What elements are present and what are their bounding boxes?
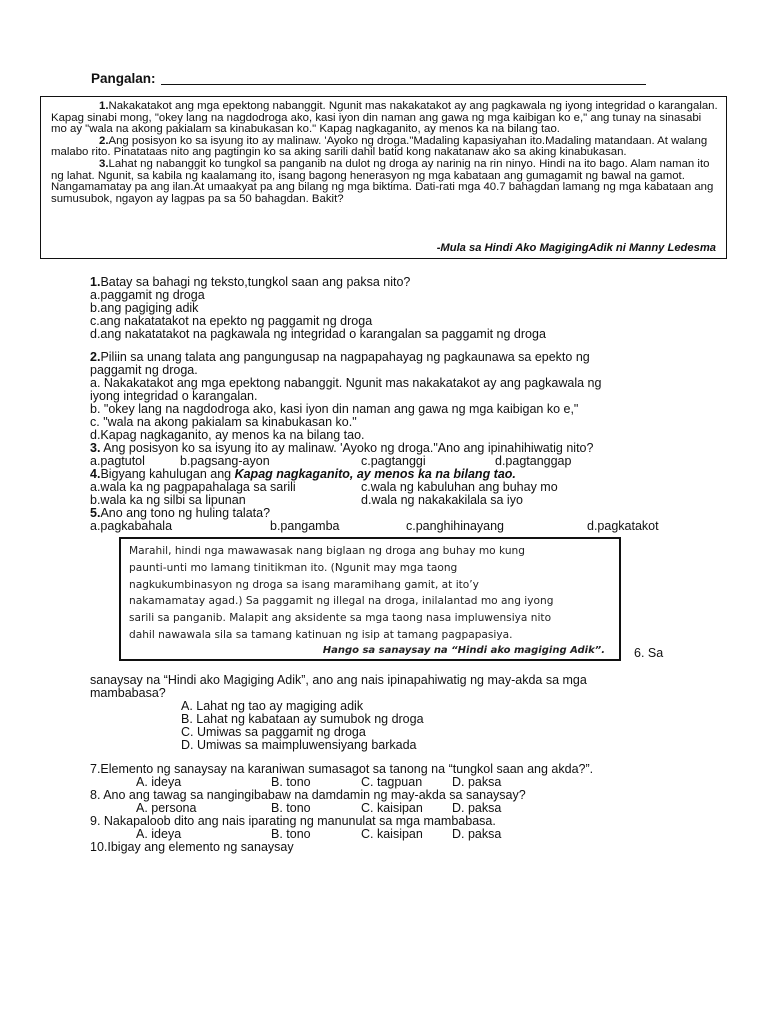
q8-option-a[interactable]: A. persona <box>136 801 197 815</box>
q3-stem-text: Ang posisyon ko sa isyung ito ay malinaw. 'Ayoko ng droga."Ano ang ipinahihiwatig nito? <box>100 441 594 455</box>
q2-stem-text: Piliin sa unang talata ang pangungusap na nagpapahayag ng pagkaunawa sa epekto ng <box>100 350 590 364</box>
q9-stem: 9. Nakapaloob dito ang nais iparating ng manunulat sa mga mambabasa. <box>90 814 496 828</box>
q8-stem: 8. Ano ang tawag sa nangingibabaw na damdamin ng may-akda sa sanaysay? <box>90 788 526 802</box>
q9-option-c[interactable]: C. kaisipan <box>361 827 423 841</box>
q10-stem: 10.Ibigay ang elemento ng sanaysay <box>90 840 294 854</box>
q3-number: 3. <box>90 441 101 455</box>
q7-option-c[interactable]: C. tagpuan <box>361 775 423 789</box>
excerpt-line: nakamamatay agad.) Sa paggamit ng illegal na droga, inilalantad mo ang iyong <box>129 595 554 608</box>
q4-number: 4. <box>90 467 101 481</box>
q5-option-d[interactable]: d.pagkatakot <box>587 519 659 533</box>
q4-stem-emphasis: Kapag nagkaganito, ay menos ka na bilang tao. <box>234 467 516 481</box>
name-blank-line[interactable] <box>161 84 646 85</box>
name-row <box>91 72 646 88</box>
q5-options <box>90 520 700 533</box>
q8-option-b[interactable]: B. tono <box>271 801 311 815</box>
passage-p1-text: Nakakatakot ang mga epektong nabanggit. Ngunit mas nakakatakot ay ang pagkawala ng iyong integridad o karangalan. Kapag sinabi mong, "okey lang na nagdodroga ako, kasi iyon din naman ang gawa ng mga kaibigan ko e," ang tunay na sinasabi mo ay "wala na akong pakialam sa kinabukasan ko." Kapag nagkaganito, ay menos ka na bilang tao. <box>51 100 718 136</box>
q4-option-c[interactable]: c.wala ng kabuluhan ang buhay mo <box>361 480 558 494</box>
q4-option-b[interactable]: b.wala ka ng silbi sa lipunan <box>90 493 246 507</box>
q8-option-c[interactable]: C. kaisipan <box>361 801 423 815</box>
q7-stem: 7.Elemento ng sanaysay na karaniwan sumasagot sa tanong na “tungkol saan ang akda?”. <box>90 762 594 776</box>
q1-stem-text: Batay sa bahagi ng teksto,tungkol saan ang paksa nito? <box>100 275 411 289</box>
passage-source: -Mula sa Hindi Ako MagigingAdik ni Manny Ledesma <box>436 242 716 254</box>
q1-number: 1. <box>90 275 101 289</box>
q1-option-c[interactable]: c.ang nakatatakot na epekto ng paggamit ng droga <box>90 314 373 328</box>
q9-option-d[interactable]: D. paksa <box>452 827 502 841</box>
q6-stem-line2: mambabasa? <box>90 686 166 700</box>
q5-stem-text: Ano ang tono ng huling talata? <box>100 506 271 520</box>
q4-option-a[interactable]: a.wala ka ng pagpapahalaga sa sarili <box>90 480 296 494</box>
q6-option-d[interactable]: D. Umiwas sa maimpluwensiyang barkada <box>181 738 417 752</box>
q2-option-b[interactable]: b. "okey lang na nagdodroga ako, kasi iyon din naman ang gawa ng mga kaibigan ko e," <box>90 402 579 416</box>
q1-option-a[interactable]: a.paggamit ng droga <box>90 288 205 302</box>
passage-paragraph-3 <box>51 159 718 205</box>
q2-option-a-line1[interactable]: a. Nakakatakot ang mga epektong nabanggit. Ngunit mas nakakatakot ay ang pagkawala ng <box>90 376 602 390</box>
excerpt-line: Marahil, hindi nga mawawasak nang biglaan ng droga ang buhay mo kung <box>129 545 525 557</box>
q2-option-d[interactable]: d.Kapag nagkaganito, ay menos ka na bilang tao. <box>90 428 365 442</box>
q5-option-c[interactable]: c.panghihinayang <box>406 519 504 533</box>
q6-number: 6. Sa <box>634 646 664 660</box>
q2-number: 2. <box>90 350 101 364</box>
passage-paragraph-1 <box>51 101 718 136</box>
excerpt-line: dahil nawawala sila sa tamang katinuan ng isip at tamang pagpapasiya. <box>129 628 513 641</box>
q1-option-d[interactable]: d.ang nakatatakot na pagkawala ng integridad o karangalan sa paggamit ng droga <box>90 327 546 341</box>
excerpt-line: nagkukumbinasyon ng droga sa isang maramihang gamit, at ito’y <box>129 578 479 591</box>
excerpt-source: Hango sa sanaysay na “Hindi ako magiging Adik”. <box>322 645 605 656</box>
excerpt-box <box>119 537 621 661</box>
q5-option-a[interactable]: a.pagkabahala <box>90 519 173 533</box>
passage-p1-number: 1. <box>99 100 109 112</box>
passage-box <box>40 96 727 259</box>
q4-option-d[interactable]: d.wala ng nakakakilala sa iyo <box>361 493 523 507</box>
q7-option-b[interactable]: B. tono <box>271 775 311 789</box>
q4-stem-text: Bigyang kahulugan ang <box>100 467 235 481</box>
passage-p3-number: 3. <box>99 157 109 170</box>
q6-stem-line1: sanaysay na “Hindi ako Magiging Adik”, ano ang nais ipinapahiwatig ng may-akda sa mga <box>90 673 587 687</box>
q1-option-b[interactable]: b.ang pagiging adik <box>90 301 199 315</box>
passage-paragraph-2 <box>51 136 718 159</box>
q6-option-c[interactable]: C. Umiwas sa paggamit ng droga <box>181 725 366 739</box>
q2-option-a-line2[interactable]: iyong integridad o karangalan. <box>90 389 258 403</box>
q2-option-c[interactable]: c. "wala na akong pakialam sa kinabukasan ko." <box>90 415 357 429</box>
q3-option-b[interactable]: b.pagsang-ayon <box>180 454 270 468</box>
q7-option-a[interactable]: A. ideya <box>136 775 182 789</box>
q9-option-b[interactable]: B. tono <box>271 827 311 841</box>
passage-p2-text: Ang posisyon ko sa isyung ito ay malinaw. 'Ayoko ng droga."Madaling kapasiyahan ito.Madaling matandaan. At walang malabo rito. Pinatataas nito ang pagtingin ko sa aking sarili dahil batid kong nakatanaw ako sa aking kinabukasan. <box>51 134 708 159</box>
passage-p3-text: Lahat ng nabanggit ko tungkol sa panganib na dulot ng droga ay narinig na rin ninyo. Hindi na ito bago. Alam naman ito ng lahat. Ngunit, sa kabila ng kaalamang ito, isang bagong henerasyon ng mga kabataan ang gumagamit ng bawal na gamot. Nangamamatay pa ang ilan.At umaakyat pa ang bilang ng mga biktima. Dati-rati mga 40.7 bahagdan lamang ng mga kabataan ang sumusubok, ngayon ay lagpas pa sa 50 bahagdan. Bakit? <box>51 157 714 205</box>
q2-stem-line2: paggamit ng droga. <box>90 363 198 377</box>
q5-number: 5. <box>90 506 101 520</box>
q3-option-c[interactable]: c.pagtanggi <box>361 454 426 468</box>
q3-option-a[interactable]: a.pagtutol <box>90 454 145 468</box>
q8-option-d[interactable]: D. paksa <box>452 801 502 815</box>
q9-option-a[interactable]: A. ideya <box>136 827 182 841</box>
q3-option-d[interactable]: d.pagtanggap <box>495 454 572 468</box>
excerpt-line: paunti-unti mo lamang tinitikman ito. (Ngunit may mga taong <box>129 561 458 574</box>
passage-p2-number: 2. <box>99 134 109 147</box>
q7-option-d[interactable]: D. paksa <box>452 775 502 789</box>
q5-option-b[interactable]: b.pangamba <box>270 519 340 533</box>
name-label: Pangalan: <box>91 71 156 86</box>
excerpt-line: sarili sa panganib. Malapit ang aksidente sa mga taong nasa impluwensiya nito <box>129 612 552 625</box>
q6-option-a[interactable]: A. Lahat ng tao ay magiging adik <box>181 699 364 713</box>
q6-option-b[interactable]: B. Lahat ng kabataan ay sumubok ng droga <box>181 712 424 726</box>
